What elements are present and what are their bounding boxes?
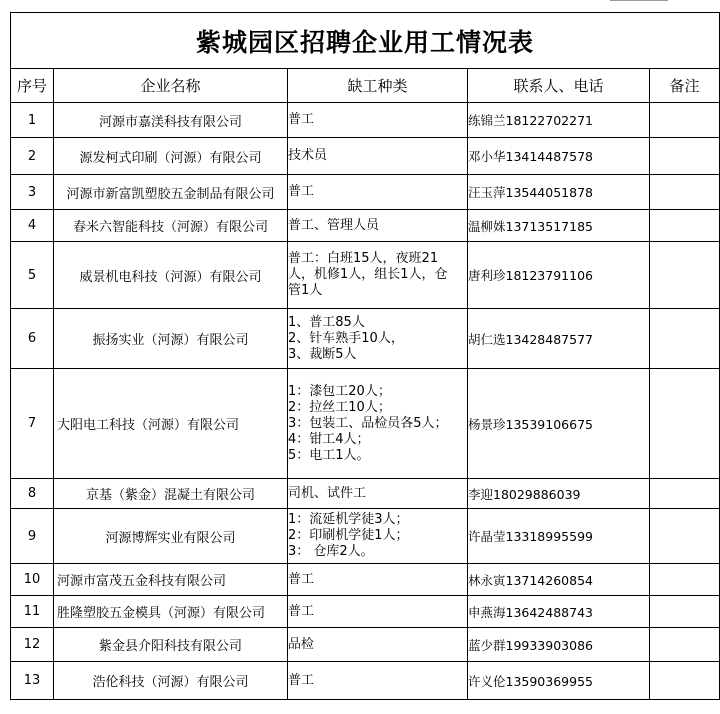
job-type-line: 司机、试件工: [288, 485, 367, 501]
job-type: [288, 596, 468, 628]
contact: 温柳姝13713517185: [468, 210, 650, 242]
note-cell: [650, 596, 720, 628]
company-name: 浩伦科技（河源）有限公司: [54, 662, 288, 700]
job-type-line: 2、针车熟手10人，: [288, 330, 404, 346]
job-type: [288, 662, 468, 700]
job-type-line: 普工: [288, 603, 315, 619]
table-title: 紫城园区招聘企业用工情况表: [11, 13, 720, 69]
table-row: [11, 628, 720, 662]
job-type-line: 品检: [288, 636, 315, 652]
job-type-line: 普工、管理人员: [288, 217, 380, 233]
note-cell: [650, 662, 720, 700]
contact: 李迎18029886039: [468, 479, 650, 509]
note-cell: [650, 564, 720, 596]
job-type-line: 普工: [288, 571, 315, 587]
table-row: [11, 564, 720, 596]
header-contact: 联系人、电话: [468, 69, 650, 103]
row-number: 12: [11, 628, 54, 662]
table-row: [11, 175, 720, 210]
job-type-line: 1：流延机学徒3人；: [288, 512, 409, 527]
row-number: 10: [11, 564, 54, 596]
company-name: 河源市嘉渼科技有限公司: [54, 103, 288, 138]
table-row: [11, 509, 720, 564]
job-type: [288, 309, 468, 369]
note-cell: [650, 138, 720, 175]
table-row: [11, 103, 720, 138]
contact: 许晶莹13318995599: [468, 509, 650, 564]
company-name: 河源市富茂五金科技有限公司: [54, 564, 288, 596]
company-name: 大阳电工科技（河源）有限公司: [54, 369, 288, 479]
row-number: 13: [11, 662, 54, 700]
contact: 练锦兰18122702271: [468, 103, 650, 138]
job-type-line: 普工: [288, 112, 315, 127]
header-note: 备注: [650, 69, 720, 103]
job-type: [288, 564, 468, 596]
note-cell: [650, 175, 720, 210]
contact: 唐利珍18123791106: [468, 242, 650, 309]
row-number: 3: [11, 175, 54, 210]
job-type: [288, 138, 468, 175]
row-number: 5: [11, 242, 54, 309]
table-row: [11, 210, 720, 242]
job-type-line: 2：印刷机学徒1人；: [288, 528, 409, 543]
table-row: [11, 138, 720, 175]
job-type: [288, 210, 468, 242]
job-type-line: 普工: [288, 672, 315, 688]
company-name: 源发柯式印刷（河源）有限公司: [54, 138, 288, 175]
note-cell: [650, 628, 720, 662]
job-type-line: 3、裁断5人: [288, 346, 357, 362]
note-cell: [650, 509, 720, 564]
job-type-line: 普工：白班15人，夜班21: [288, 251, 439, 266]
table-row: [11, 369, 720, 479]
company-name: 河源市新富凯塑胶五金制品有限公司: [54, 175, 288, 210]
job-type-line: 2：拉丝工10人；: [288, 399, 391, 415]
header-job-type: 缺工种类: [288, 69, 468, 103]
row-number: 8: [11, 479, 54, 509]
job-type: [288, 628, 468, 662]
job-type: [288, 509, 468, 564]
contact: 杨景珍13539106675: [468, 369, 650, 479]
job-type-line: 管1人: [288, 283, 323, 298]
contact: 邓小华13414487578: [468, 138, 650, 175]
note-cell: [650, 242, 720, 309]
job-type-line: 3： 仓库2人。: [288, 544, 374, 559]
company-name: 京基（紫金）混凝土有限公司: [54, 479, 288, 509]
contact: 林永寅13714260854: [468, 564, 650, 596]
row-number: 9: [11, 509, 54, 564]
table-row: [11, 662, 720, 700]
job-type-line: 普工: [288, 184, 315, 199]
job-type-line: 4：钳工4人；: [288, 431, 370, 447]
table-row: [11, 596, 720, 628]
job-type-line: 人，机修1人，组长1人，仓: [288, 267, 448, 282]
header-no: 序号: [11, 69, 54, 103]
note-cell: [650, 210, 720, 242]
job-type: [288, 369, 468, 479]
company-name: 胜隆塑胶五金模具（河源）有限公司: [54, 596, 288, 628]
note-cell: [650, 103, 720, 138]
contact: 胡仁选13428487577: [468, 309, 650, 369]
contact: 汪玉萍13544051878: [468, 175, 650, 210]
job-type-line: 1、普工85人: [288, 314, 365, 330]
company-name: 河源博辉实业有限公司: [54, 509, 288, 564]
contact: 申燕海13642488743: [468, 596, 650, 628]
company-name: 紫金县介阳科技有限公司: [54, 628, 288, 662]
row-number: 1: [11, 103, 54, 138]
job-type: [288, 479, 468, 509]
job-type: [288, 175, 468, 210]
sheet-corner-mark: [610, 0, 668, 4]
recruitment-table: [10, 12, 720, 700]
row-number: 2: [11, 138, 54, 175]
note-cell: [650, 479, 720, 509]
note-cell: [650, 369, 720, 479]
job-type-line: 5：电工1人。: [288, 447, 370, 463]
job-type-line: 1：漆包工20人；: [288, 383, 391, 399]
table-row: [11, 479, 720, 509]
company-name: 振扬实业（河源）有限公司: [54, 309, 288, 369]
table-row: [11, 242, 720, 309]
row-number: 7: [11, 369, 54, 479]
job-type-line: 3：包装工、品检员各5人；: [288, 415, 448, 431]
contact: 蓝少群19933903086: [468, 628, 650, 662]
row-number: 4: [11, 210, 54, 242]
row-number: 6: [11, 309, 54, 369]
job-type-line: 技术员: [288, 148, 328, 163]
table-row: [11, 309, 720, 369]
header-company: 企业名称: [54, 69, 288, 103]
contact: 许义伦13590369955: [468, 662, 650, 700]
row-number: 11: [11, 596, 54, 628]
company-name: 春米六智能科技（河源）有限公司: [54, 210, 288, 242]
company-name: 威景机电科技（河源）有限公司: [54, 242, 288, 309]
note-cell: [650, 309, 720, 369]
job-type: [288, 242, 468, 309]
job-type: [288, 103, 468, 138]
